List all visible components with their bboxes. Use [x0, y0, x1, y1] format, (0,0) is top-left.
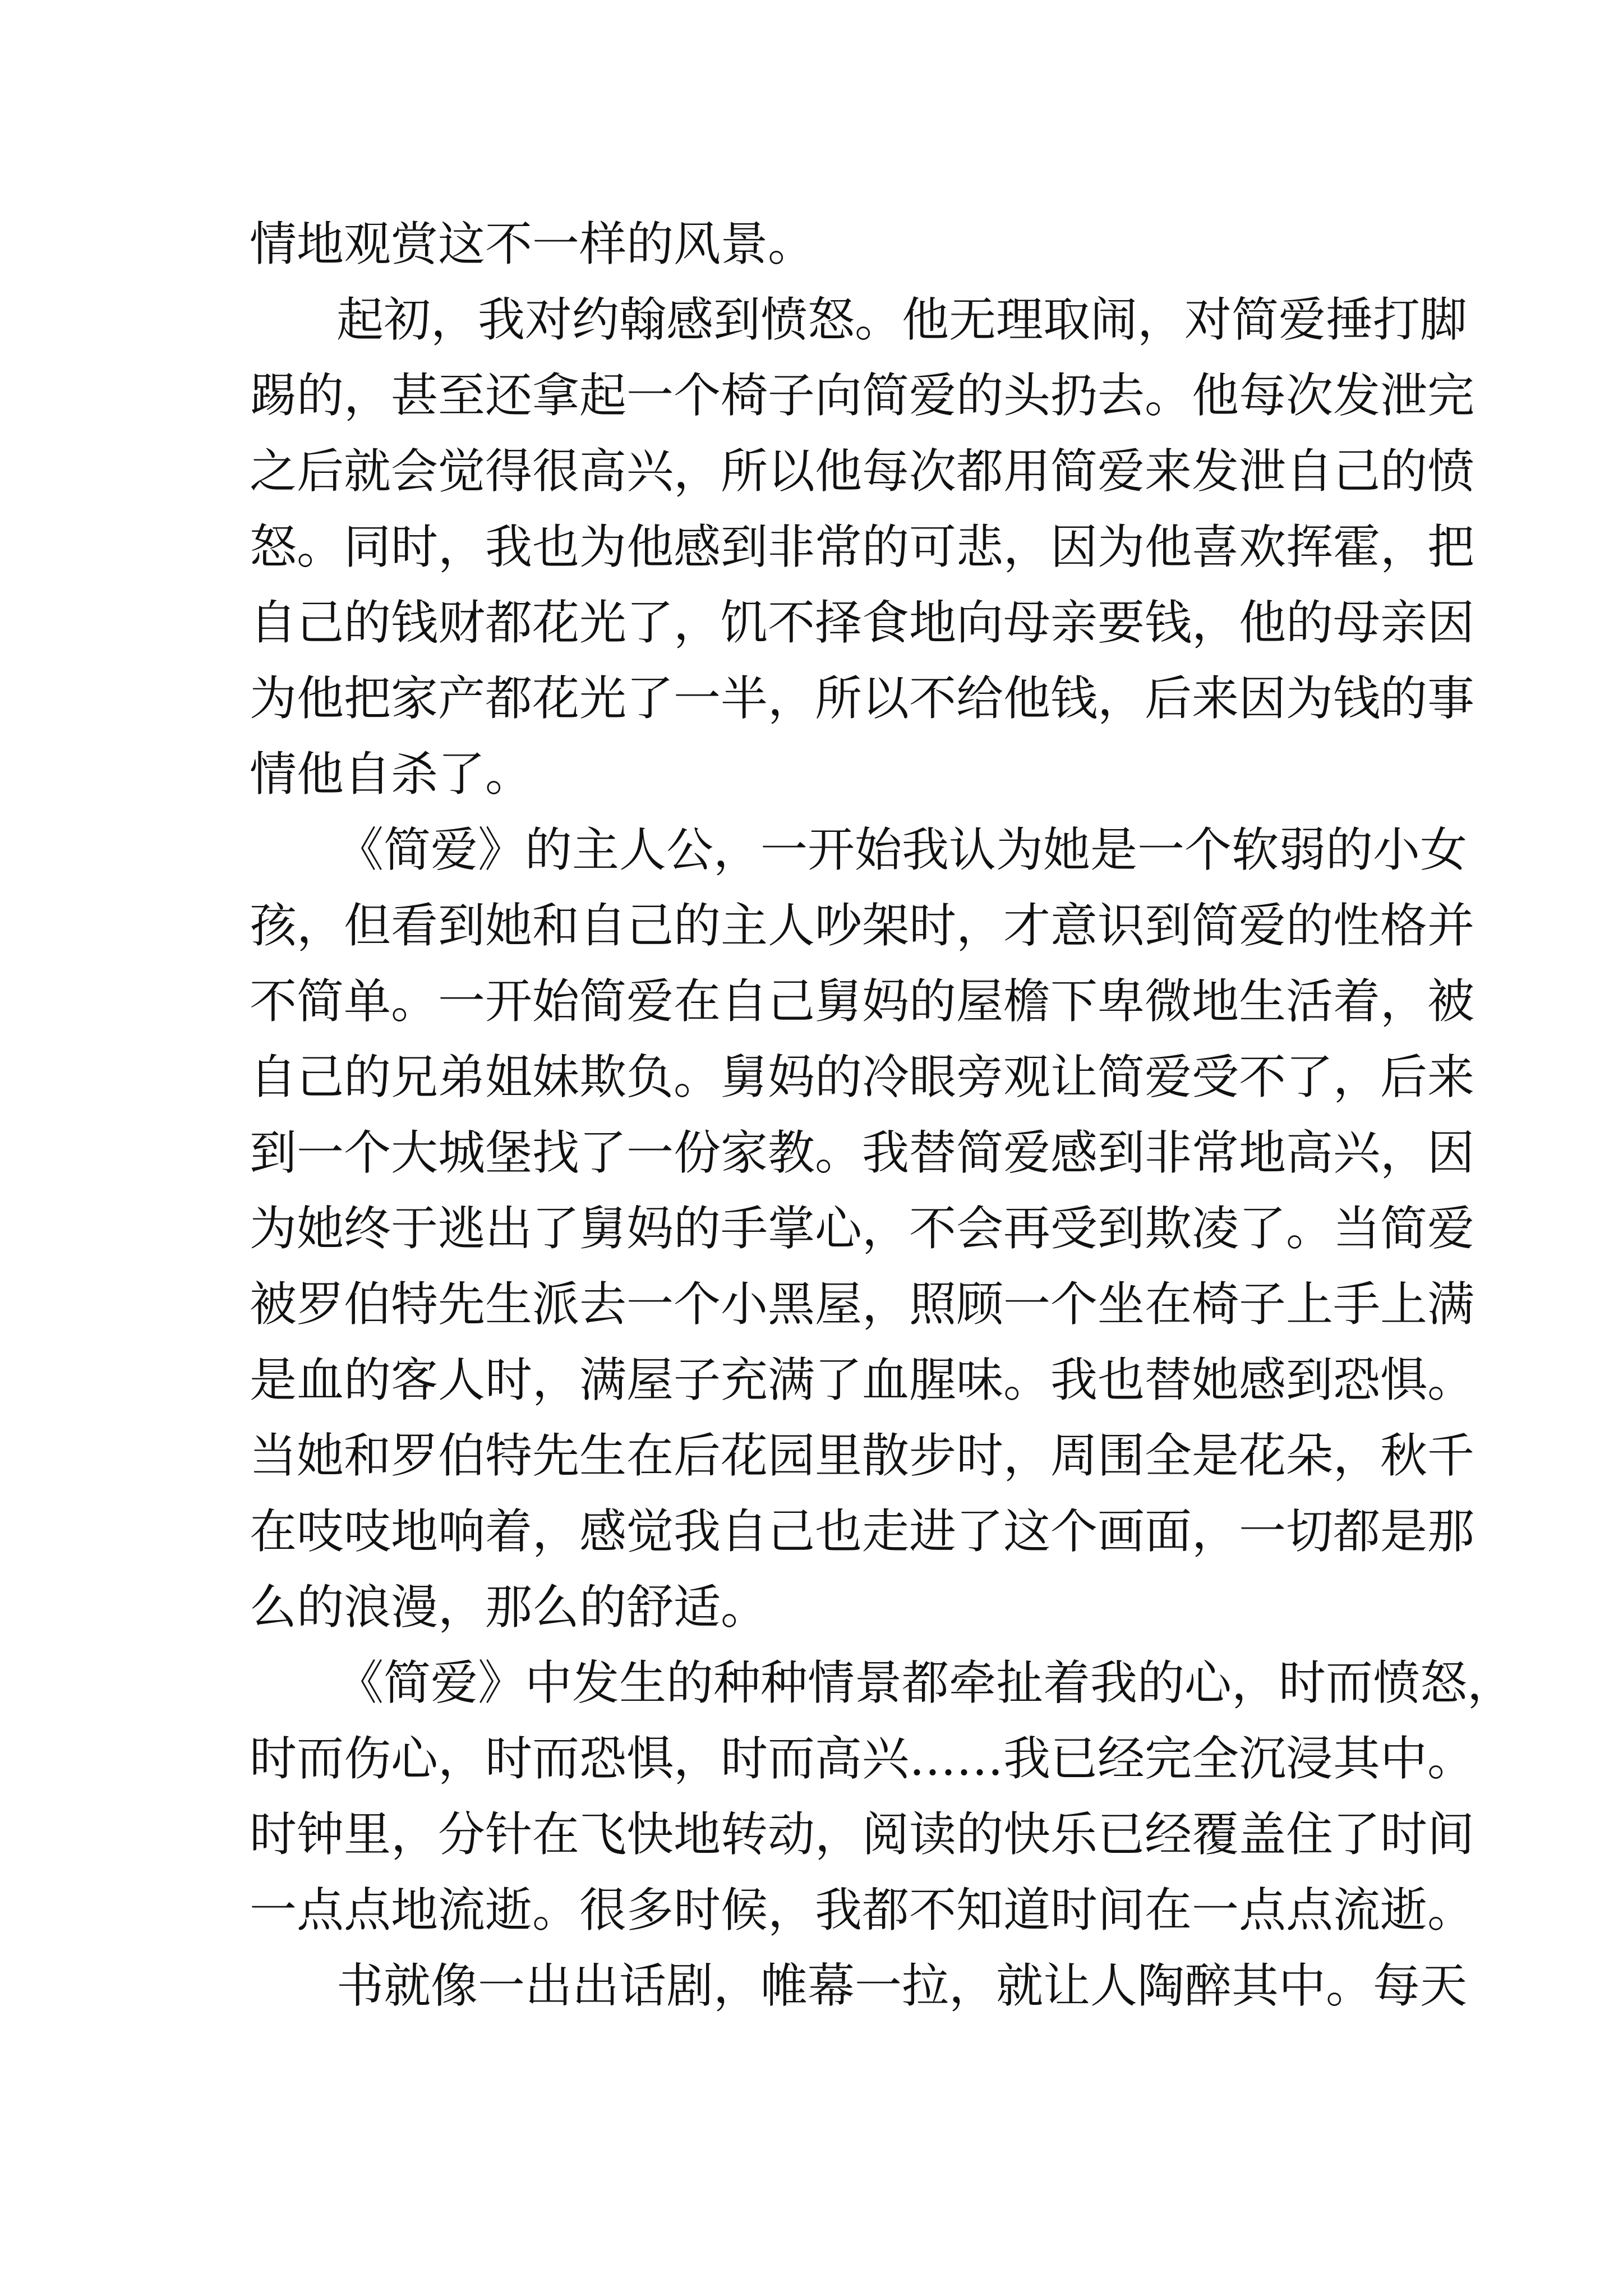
text-line-10: 孩，但看到她和自己的主人吵架时，才意识到简爱的性格并	[250, 898, 1475, 953]
text-line-16: 是血的客人时，满屋子充满了血腥味。我也替她感到恐惧。	[250, 1352, 1475, 1407]
text-line-18: 在吱吱地响着，感觉我自己也走进了这个画面，一切都是那	[250, 1504, 1475, 1559]
text-line-20: 《简爱》中发生的种种情景都牵扯着我的心，时而愤怒，	[336, 1655, 1515, 1710]
text-line-11: 不简单。一开始简爱在自己舅妈的屋檐下卑微地生活着，被	[250, 974, 1475, 1029]
text-line-21: 时而伤心，时而恐惧，时而高兴……我已经完全沉浸其中。	[250, 1731, 1475, 1786]
text-line-17: 当她和罗伯特先生在后花园里散步时，周围全是花朵，秋千	[250, 1428, 1475, 1483]
text-line-12: 自己的兄弟姐妹欺负。舅妈的冷眼旁观让简爱受不了，后来	[250, 1050, 1475, 1105]
text-line-24: 书就像一出出话剧，帷幕一拉，就让人陶醉其中。每天	[336, 1958, 1468, 2013]
text-line-1: 情地观赏这不一样的风景。	[250, 217, 815, 272]
text-line-23: 一点点地流逝。很多时候，我都不知道时间在一点点流逝。	[250, 1883, 1475, 1938]
text-line-19: 么的浪漫，那么的舒适。	[250, 1580, 768, 1635]
text-line-14: 为她终于逃出了舅妈的手掌心，不会再受到欺凌了。当简爱	[250, 1201, 1475, 1256]
text-line-13: 到一个大城堡找了一份家教。我替简爱感到非常地高兴，因	[250, 1125, 1475, 1180]
text-line-3: 踢的，甚至还拿起一个椅子向简爱的头扔去。他每次发泄完	[250, 368, 1475, 423]
text-line-22: 时钟里，分针在飞快地转动，阅读的快乐已经覆盖住了时间	[250, 1807, 1475, 1862]
text-line-2: 起初，我对约翰感到愤怒。他无理取闹，对简爱捶打脚	[336, 292, 1468, 347]
text-line-9: 《简爱》的主人公，一开始我认为她是一个软弱的小女	[336, 822, 1468, 877]
text-line-5: 怒。同时，我也为他感到非常的可悲，因为他喜欢挥霍，把	[250, 519, 1475, 574]
text-line-15: 被罗伯特先生派去一个小黑屋，照顾一个坐在椅子上手上满	[250, 1277, 1475, 1332]
text-line-6: 自己的钱财都花光了，饥不择食地向母亲要钱，他的母亲因	[250, 595, 1475, 650]
text-line-4: 之后就会觉得很高兴，所以他每次都用简爱来发泄自己的愤	[250, 444, 1475, 499]
text-line-8: 情他自杀了。	[250, 747, 533, 802]
text-line-7: 为他把家产都花光了一半，所以不给他钱，后来因为钱的事	[250, 671, 1475, 726]
